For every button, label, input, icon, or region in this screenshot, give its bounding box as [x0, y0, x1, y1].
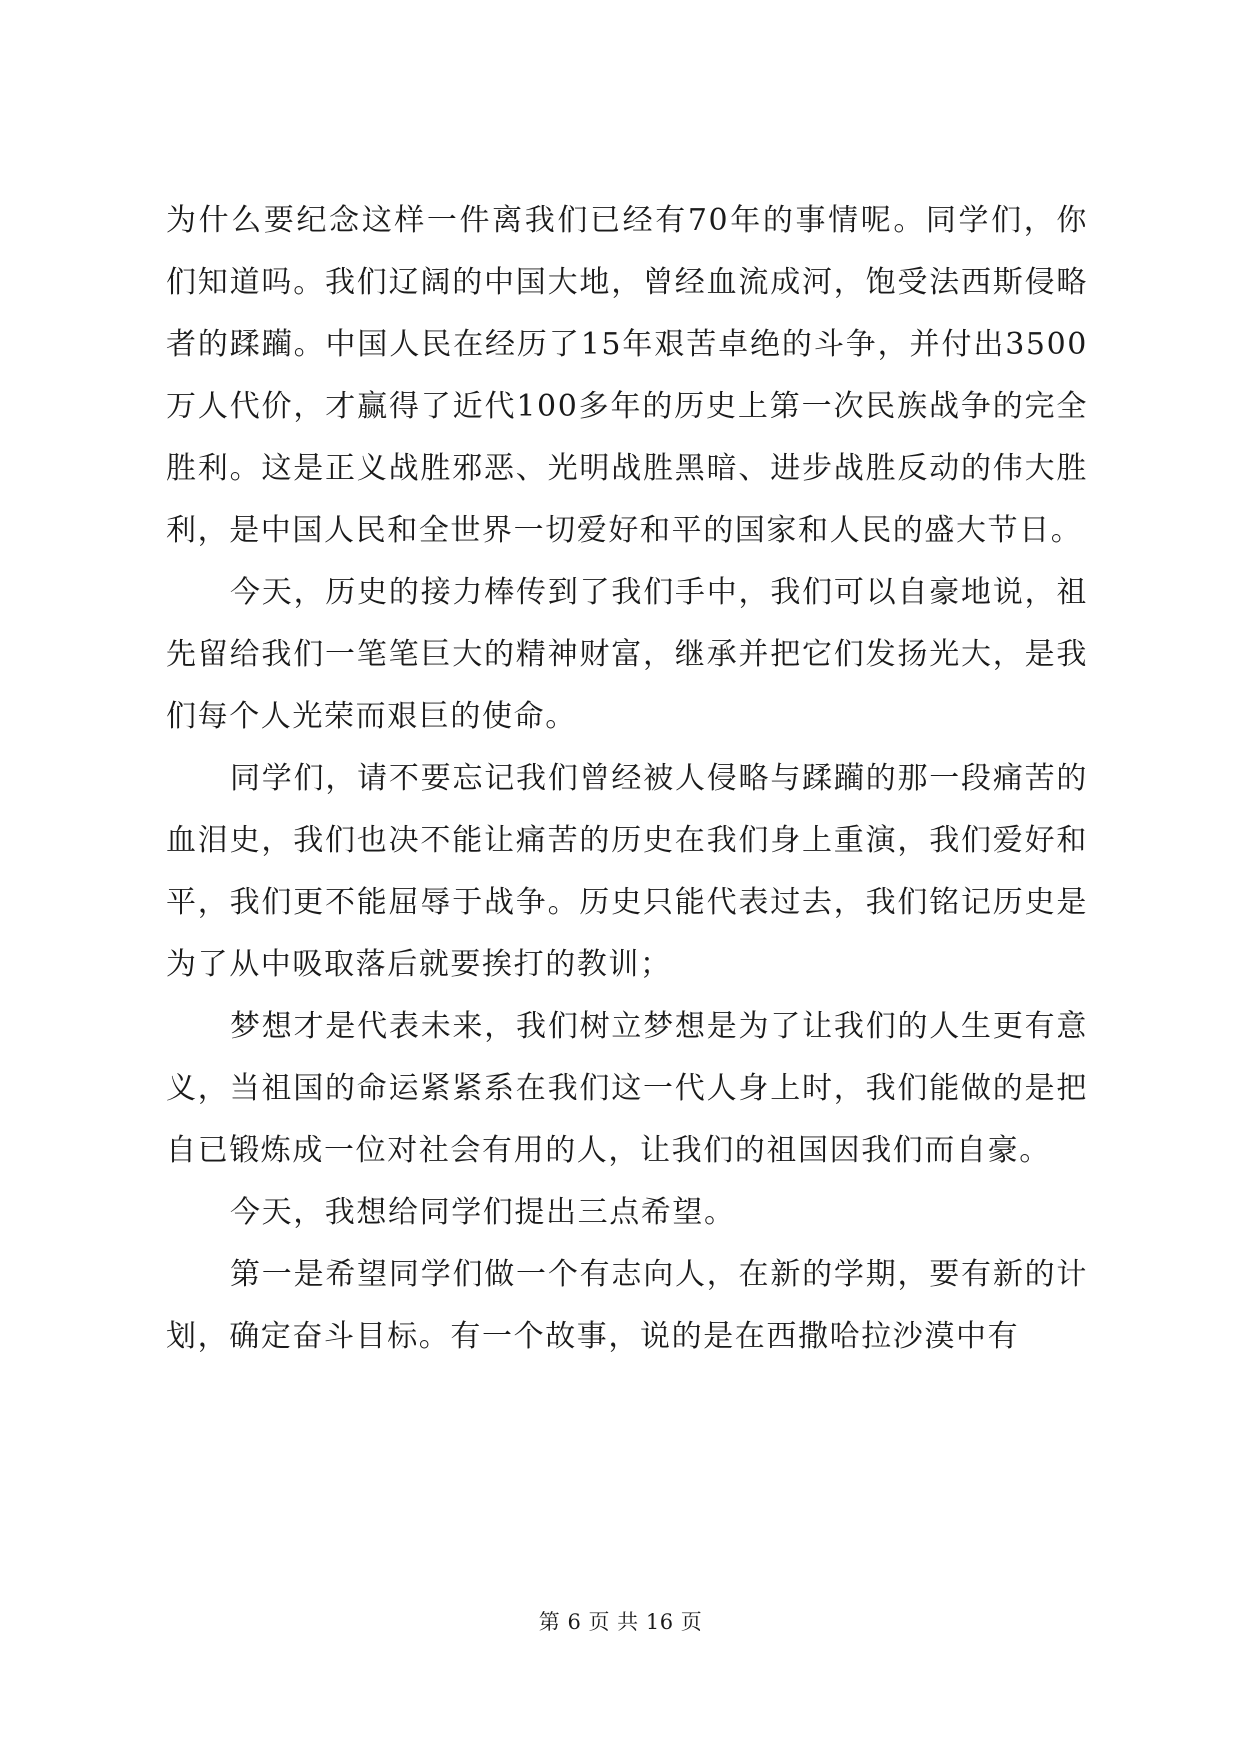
body-text [166, 190, 1088, 1368]
paragraph-4: 梦想才是代表未来，我们树立梦想是为了让我们的人生更有意义，当祖国的命运紧紧系在我们这一代人身上时，我们能做的是把自已锻炼成一位对社会有用的人，让我们的祖国因我们而自豪。 [166, 1009, 1088, 1168]
paragraph-2: 今天，历史的接力棒传到了我们手中，我们可以自豪地说，祖先留给我们一笔笔巨大的精神财富，继承并把它们发扬光大，是我们每个人光荣而艰巨的使命。 [166, 575, 1088, 734]
paragraph-5: 今天，我想给同学们提出三点希望。 [230, 1195, 736, 1230]
paragraph-6: 第一是希望同学们做一个有志向人，在新的学期，要有新的计划，确定奋斗目标。有一个故事，说的是在西撒哈拉沙漠中有 [166, 1257, 1088, 1354]
paragraph-3: 同学们，请不要忘记我们曾经被人侵略与蹂躏的那一段痛苦的血泪史，我们也决不能让痛苦的历史在我们身上重演，我们爱好和平，我们更不能屈辱于战争。历史只能代表过去，我们铭记历史是为了从中吸取落后就要挨打的教训； [166, 761, 1088, 982]
paragraph-1: 为什么要纪念这样一件离我们已经有70年的事情呢。同学们，你们知道吗。我们辽阔的中国大地，曾经血流成河，饱受法西斯侵略者的蹂躏。中国人民在经历了15年艰苦卓绝的斗争，并付出3500万人代价，才赢得了近代100多年的历史上第一次民族战争的完全胜利。这是正义战胜邪恶、光明战胜黑暗、进步战胜反动的伟大胜利，是中国人民和全世界一切爱好和平的国家和人民的盛大节日。 [166, 203, 1088, 548]
page-number-footer: 第 6 页 共 16 页 [538, 1610, 703, 1634]
